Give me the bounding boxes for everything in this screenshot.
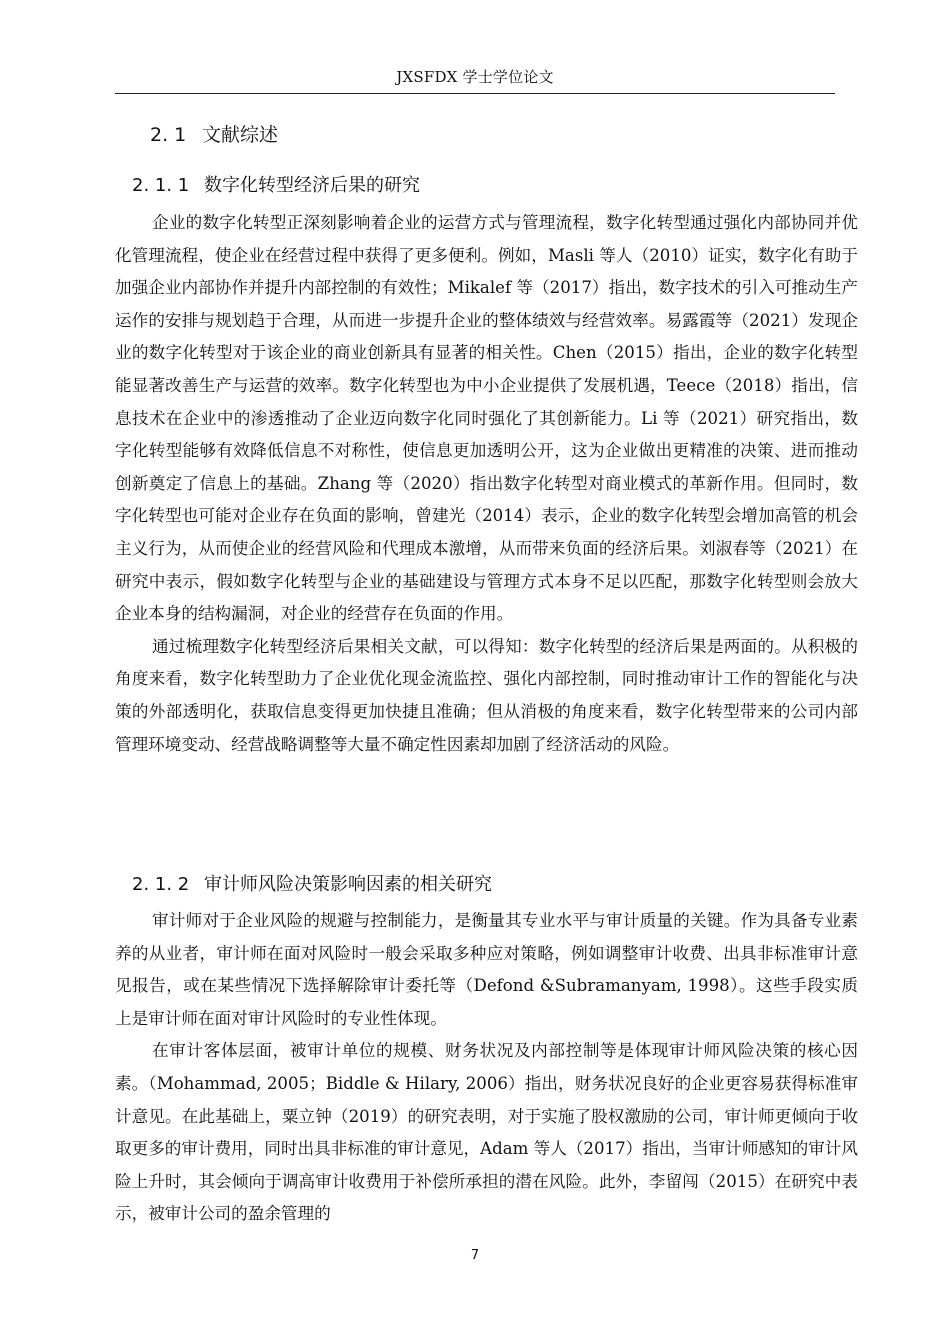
subsection-title: 审计师风险决策影响因素的相关研究	[204, 874, 492, 895]
paragraph: 通过梳理数字化转型经济后果相关文献，可以得知：数字化转型的经济后果是两面的。从积极的角度来看，数字化转型助力了企业优化现金流监控、强化内部控制，同时推动审计工作的智能化与决策的外部透明化，获取信息变得更加快捷且准确；但从消极的角度来看，数字化转型带来的公司内部管理环境变动、经营战略调整等大量不确定性因素却加剧了经济活动的风险。	[115, 636, 858, 754]
page-number: 7	[470, 1248, 480, 1263]
section-heading	[150, 120, 278, 147]
subsection-heading-1	[132, 171, 420, 197]
section-number: 2. 1	[150, 124, 187, 146]
subsection-1-body	[115, 207, 858, 761]
subsection-title: 数字化转型经济后果的研究	[204, 175, 420, 196]
subsection-2-body	[115, 905, 858, 1231]
header-rule	[115, 93, 835, 94]
paragraph: 审计师对于企业风险的规避与控制能力，是衡量其专业水平与审计质量的关键。作为具备专业素养的从业者，审计师在面对风险时一般会采取多种应对策略，例如调整审计收费、出具非标准审计意见报告，或在某些情况下选择解除审计委托等（Defond &Subramanyam, 1998）。这些手段实质上是审计师在面对审计风险时的专业性体现。	[115, 911, 858, 1028]
subsection-number: 2. 1. 1	[132, 175, 190, 196]
subsection-number: 2. 1. 2	[132, 874, 190, 895]
subsection-heading-2	[132, 870, 492, 896]
section-title: 文献综述	[202, 124, 279, 146]
running-header: JXSFDX 学士学位论文	[396, 68, 554, 86]
paragraph: 在审计客体层面，被审计单位的规模、财务状况及内部控制等是体现审计师风险决策的核心因素。（Mohammad, 2005；Biddle & Hilary, 2006）指出，财务状况良好的企业更容易获得标准审计意见。在此基础上，粟立钟（2019）的研究表明，对于实施了股权激励的公司，审计师更倾向于收取更多的审计费用，同时出具非标准的审计意见，Adam 等人（2017）指出，当审计师感知的审计风险上升时，其会倾向于调高审计收费用于补偿所承担的潜在风险。此外，李留闯（2015）在研究中表示，被审计公司的盈余管理的	[115, 1041, 858, 1224]
paragraph: 企业的数字化转型正深刻影响着企业的运营方式与管理流程，数字化转型通过强化内部协同并优化管理流程，使企业在经营过程中获得了更多便利。例如，Masli 等人（2010）证实，数字化有助于加强企业内部协作并提升内部控制的有效性；Mikalef 等（2017）指出，数字技术的引入可推动生产运作的安排与规划趋于合理，从而进一步提升企业的整体绩效与经营效率。易露霞等（2021）发现企业的数字化转型对于该企业的商业创新具有显著的相关性。Chen（2015）指出，企业的数字化转型能显著改善生产与运营的效率。数字化转型也为中小企业提供了发展机遇，Teece（2018）指出，信息技术在企业中的渗透推动了企业迈向数字化同时强化了其创新能力。Li 等（2021）研究指出，数字化转型能够有效降低信息不对称性，使信息更加透明公开，这为企业做出更精准的决策、进而推动创新奠定了信息上的基础。Zhang 等（2020）指出数字化转型对商业模式的革新作用。但同时，数字化转型也可能对企业存在负面的影响，曾建光（2014）表示，企业的数字化转型会增加高管的机会主义行为，从而使企业的经营风险和代理成本激增，从而带来负面的经济后果。刘淑春等（2021）在研究中表示，假如数字化转型与企业的基础建设与管理方式本身不足以匹配，那数字化转型则会放大企业本身的结构漏洞，对企业的经营存在负面的作用。	[115, 213, 858, 624]
